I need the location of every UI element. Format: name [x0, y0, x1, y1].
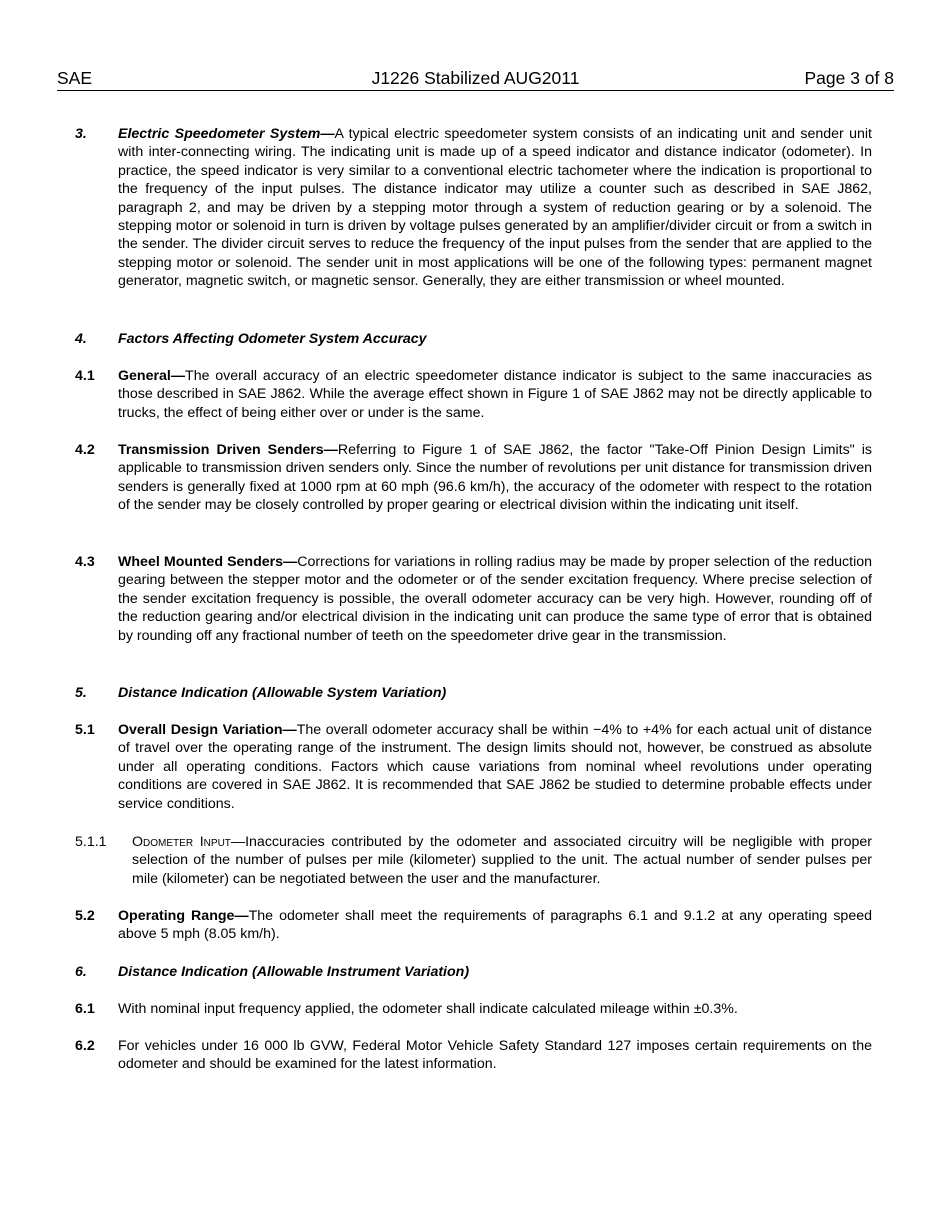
section-number: 6.1	[75, 1001, 95, 1017]
section-number: 6.	[75, 964, 87, 980]
section-lead: Operating Range—	[118, 908, 249, 924]
section-number: 4.1	[75, 368, 95, 384]
section-number: 4.2	[75, 442, 95, 458]
section-text: Referring to Figure 1 of SAE J862, the factor "Take-Off Pinion Design Limits" is applicable to transmission driven senders only. Since the number of revolutions per unit distance for transmission driven senders is generally fixed at 1000 rpm at 60 mph (96.6 km/h), the accuracy of the odometer with respect to the rotation of the sender may be closely controlled by proper gearing or electrical division within the indicating unit itself.	[118, 442, 872, 514]
section-3	[75, 125, 872, 291]
section-6-1	[75, 1000, 872, 1018]
section-number: 5.	[75, 685, 87, 701]
section-number: 6.2	[75, 1038, 95, 1054]
section-lead: Odometer Input—	[132, 834, 246, 850]
section-number: 5.2	[75, 908, 95, 924]
section-5-2	[75, 907, 872, 944]
section-lead: Transmission Driven Senders—	[118, 442, 338, 458]
section-4-heading	[75, 330, 872, 348]
section-body	[132, 833, 872, 888]
section-number: 5.1.1	[75, 834, 107, 850]
section-text: With nominal input frequency applied, the odometer shall indicate calculated mileage within ±0.3%.	[118, 1001, 738, 1017]
section-text: Inaccuracies contributed by the odometer and associated circuitry will be negligible with proper selection of the number of pulses per mile (kilometer) supplied to the unit. The actual number of sender pulses per mile (kilometer) can be negotiated between the user and the manufacturer.	[132, 834, 872, 887]
section-number: 3.	[75, 126, 87, 142]
section-text: The overall odometer accuracy shall be within −4% to +4% for each actual unit of distance of travel over the operating range of the instrument. The design limits should not, however, be construed as absolute under all operating conditions. Factors which cause variations from nominal wheel revolutions under operating conditions are covered in SAE J862. It is recommended that SAE J862 be studied to determine probable effects under service conditions.	[118, 722, 872, 812]
page-header	[57, 68, 894, 91]
section-lead: Electric Speedometer System—	[118, 126, 335, 142]
section-body	[118, 553, 872, 645]
header-org: SAE	[57, 68, 93, 88]
section-title: Distance Indication (Allowable Instrument Variation)	[118, 964, 470, 980]
section-5-1	[75, 721, 872, 813]
section-body	[118, 721, 872, 813]
section-6-heading	[75, 963, 872, 981]
section-title: Distance Indication (Allowable System Variation)	[118, 685, 447, 701]
section-body	[118, 367, 872, 422]
section-body	[118, 441, 872, 515]
section-number: 4.3	[75, 554, 95, 570]
section-4-3	[75, 553, 872, 645]
section-number: 5.1	[75, 722, 95, 738]
header-page-number: Page 3 of 8	[804, 68, 894, 88]
section-text: A typical electric speedometer system consists of an indicating unit and sender unit with inter-connecting wiring. The indicating unit is made up of a speed indicator and distance indicator (odometer). In practice, the speed indicator is very similar to a conventional electric tachometer where the indication is proportional to the frequency of the input pulses. The distance indicator may utilize a counter such as described in SAE J862, paragraph 2, and may be driven by a stepping motor through a system of reduction gearing or by a solenoid. The stepping motor or solenoid in turn is driven by voltage pulses generated by an amplifier/divider circuit or from a switch in the sender. The divider circuit serves to reduce the frequency of the input pulses from the sender that are applied to the stepping motor or solenoid. The sender unit in most applications will be one of the following types: permanent magnet generator, magnetic switch, or magnetic sensor. Generally, they are either transmission or wheel mounted.	[118, 126, 872, 290]
header-document-id: J1226 Stabilized AUG2011	[371, 68, 580, 88]
section-text: The overall accuracy of an electric speedometer distance indicator is subject to the same inaccuracies as those described in SAE J862. While the average effect shown in Figure 1 of SAE J862 may not be directly applicable to trucks, the effect of being either over or under is the same.	[118, 368, 872, 421]
section-lead: Overall Design Variation—	[118, 722, 297, 738]
section-number: 4.	[75, 331, 87, 347]
section-text: The odometer shall meet the requirements of paragraphs 6.1 and 9.1.2 at any operating speed above 5 mph (8.05 km/h).	[118, 908, 872, 943]
section-6-2	[75, 1037, 872, 1074]
section-body	[118, 1037, 872, 1074]
section-body	[118, 1000, 872, 1018]
section-5-heading	[75, 684, 872, 702]
section-5-1-1	[75, 833, 872, 888]
section-4-2	[75, 441, 872, 515]
section-title: Factors Affecting Odometer System Accuracy	[118, 331, 427, 347]
section-text: For vehicles under 16 000 lb GVW, Federal Motor Vehicle Safety Standard 127 imposes certain requirements on the odometer and should be examined for the latest information.	[118, 1038, 872, 1073]
section-4-1	[75, 367, 872, 422]
section-lead: General—	[118, 368, 186, 384]
section-text: Corrections for variations in rolling radius may be made by proper selection of the reduction gearing between the stepper motor and the odometer or of the sender excitation frequency. Where precise selection of the sender excitation frequency is possible, the overall odometer accuracy can be very high. However, rounding off of the reduction gearing and/or electrical division in the indicating unit can produce the same type of error that is obtained by rounding off any fractional number of teeth on the speedometer drive gear in the transmission.	[118, 554, 873, 644]
section-body	[118, 907, 872, 944]
section-body	[118, 125, 872, 291]
section-lead: Wheel Mounted Senders—	[118, 554, 298, 570]
